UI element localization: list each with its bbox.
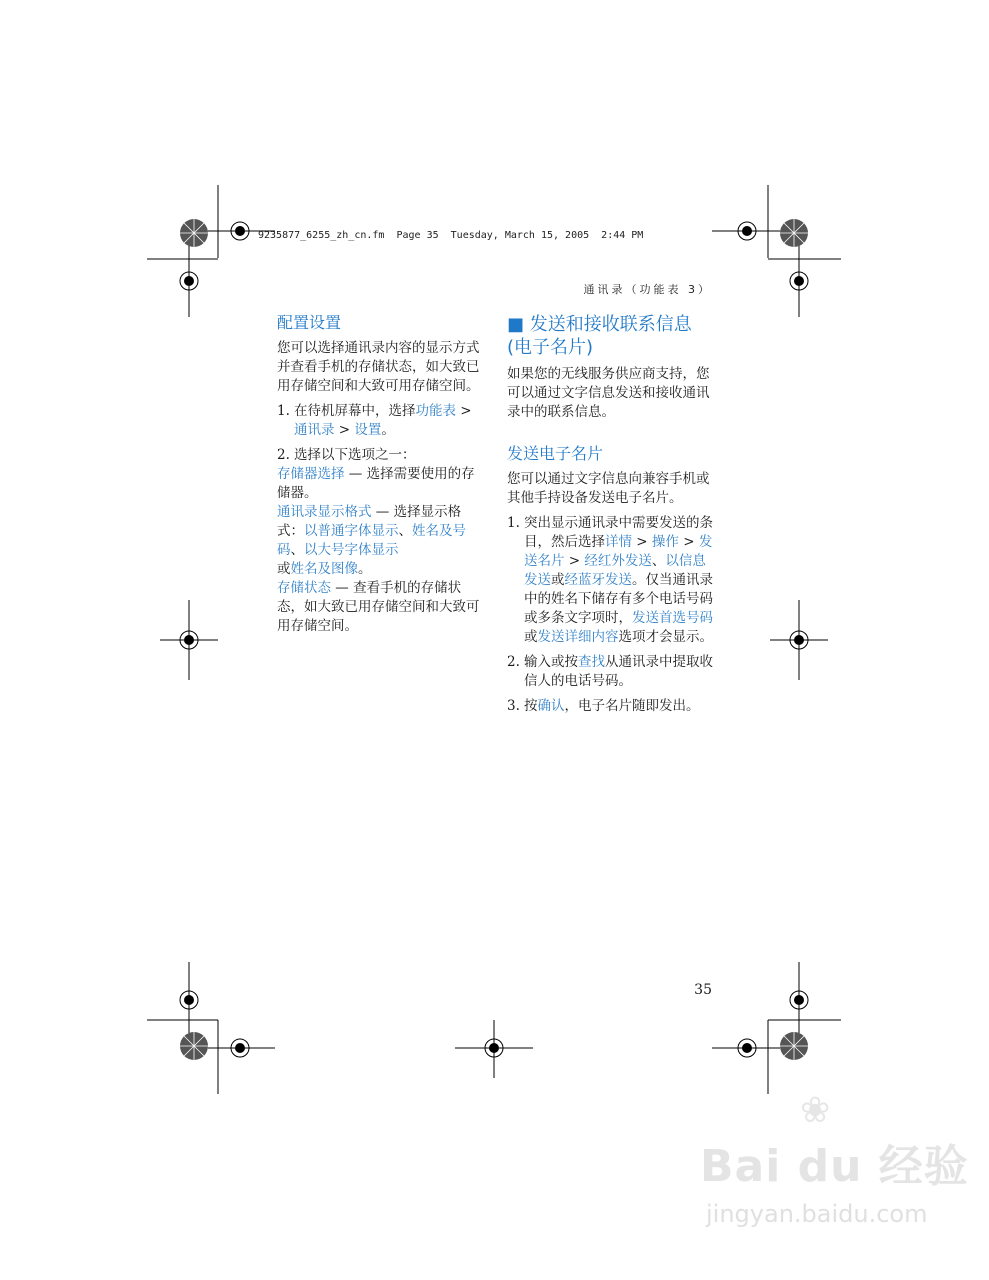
send-step-1 [507, 514, 713, 647]
format-normal-font[interactable]: 以普通字体显示 [304, 523, 399, 539]
step-number: 2. [507, 654, 520, 670]
watermark-logo [700, 1090, 969, 1194]
right-intro-paragraph: 如果您的无线服务供应商支持，您可以通过文字信息发送和接收通讯录中的联系信息。 [507, 366, 710, 420]
link-details[interactable]: 详情 [605, 534, 632, 550]
link-settings[interactable]: 设置 [354, 422, 382, 438]
link-via-bluetooth[interactable]: 经蓝牙发送 [564, 572, 632, 588]
option-memory-status: 存储状态 — 查看手机的存储状态，如大致已用存储空间和大致可用存储空间。 [277, 580, 480, 634]
link-confirm[interactable]: 确认 [537, 698, 565, 714]
page-number: 35 [694, 982, 712, 998]
option-memory-status-name[interactable]: 存储状态 [277, 580, 331, 596]
option-memory-name[interactable]: 存储器选择 [277, 466, 345, 482]
step-text: 突出显示通讯录中需要发送的条目，然后选择详情 > 操作 > 发送名片 > 经红外发送、以信息发送或经蓝牙发送。仅当通讯录中的姓名下储存有多个电话号码或多条文字项时，发送首选号码或发送详细内容选项才会显示。 [524, 515, 713, 645]
right-column [507, 313, 713, 716]
link-search[interactable]: 查找 [578, 654, 605, 670]
section-heading-business-card: ■ 发送和接收联系信息 (电子名片) [507, 314, 692, 358]
send-intro-paragraph: 您可以通过文字信息向兼容手机或其他手持设备发送电子名片。 [507, 471, 710, 506]
option-display-format: 通讯录显示格式 — 选择显示格式：以普通字体显示、姓名及号码、以大号字体显示 或姓名及图像。 [277, 504, 466, 577]
step-2 [277, 446, 480, 465]
link-options[interactable]: 操作 [651, 534, 679, 550]
step-number: 3. [507, 698, 520, 714]
left-column [277, 313, 480, 636]
watermark-url: jingyan.baidu.com [706, 1200, 928, 1228]
subsection-heading-send-card: 发送电子名片 [507, 444, 604, 463]
step-text: 在待机屏幕中，选择功能表 > 通讯录 > 设置。 [294, 403, 472, 438]
send-step-3 [507, 697, 713, 716]
step-number: 1. [507, 515, 520, 531]
option-memory: 存储器选择 — 选择需要使用的存储器。 [277, 466, 475, 501]
format-name-image[interactable]: 姓名及图像 [290, 561, 358, 577]
option-display-format-name[interactable]: 通讯录显示格式 [277, 504, 372, 520]
step-text: 输入或按查找从通讯录中提取收信人的电话号码。 [524, 654, 713, 689]
link-send-preferred-number[interactable]: 发送首选号码 [632, 610, 713, 626]
link-send-card[interactable]: 发送名片 [524, 534, 713, 569]
section-heading-config: 配置设置 [277, 313, 342, 332]
format-name-number[interactable]: 姓名及号码 [277, 523, 466, 558]
link-contacts[interactable]: 通讯录 [294, 422, 335, 438]
paw-icon: ❀ [800, 1090, 832, 1131]
file-info-line: 9235877_6255_zh_cn.fm Page 35 Tuesday, March 15, 2005 2:44 PM [258, 230, 644, 241]
intro-paragraph: 您可以选择通讯录内容的显示方式并查看手机的存储状态，如大致已用存储空间和大致可用存储空间。 [277, 340, 480, 394]
step-text: 按确认，电子名片随即发出。 [524, 698, 700, 714]
link-menu[interactable]: 功能表 [415, 403, 456, 419]
send-step-2 [507, 653, 713, 691]
step-number: 2. [277, 447, 290, 463]
step-number: 1. [277, 403, 290, 419]
link-via-message[interactable]: 以信息发送 [524, 553, 706, 588]
format-large-font[interactable]: 以大号字体显示 [304, 542, 399, 558]
watermark-brand: Bai du 经验 [700, 1141, 969, 1192]
link-via-infrared[interactable]: 经红外发送 [584, 553, 652, 569]
step-text: 选择以下选项之一： [294, 447, 416, 463]
link-send-details[interactable]: 发送详细内容 [537, 629, 619, 645]
running-head: 通讯录（功能表 3） [583, 283, 712, 296]
step-1 [277, 402, 480, 440]
